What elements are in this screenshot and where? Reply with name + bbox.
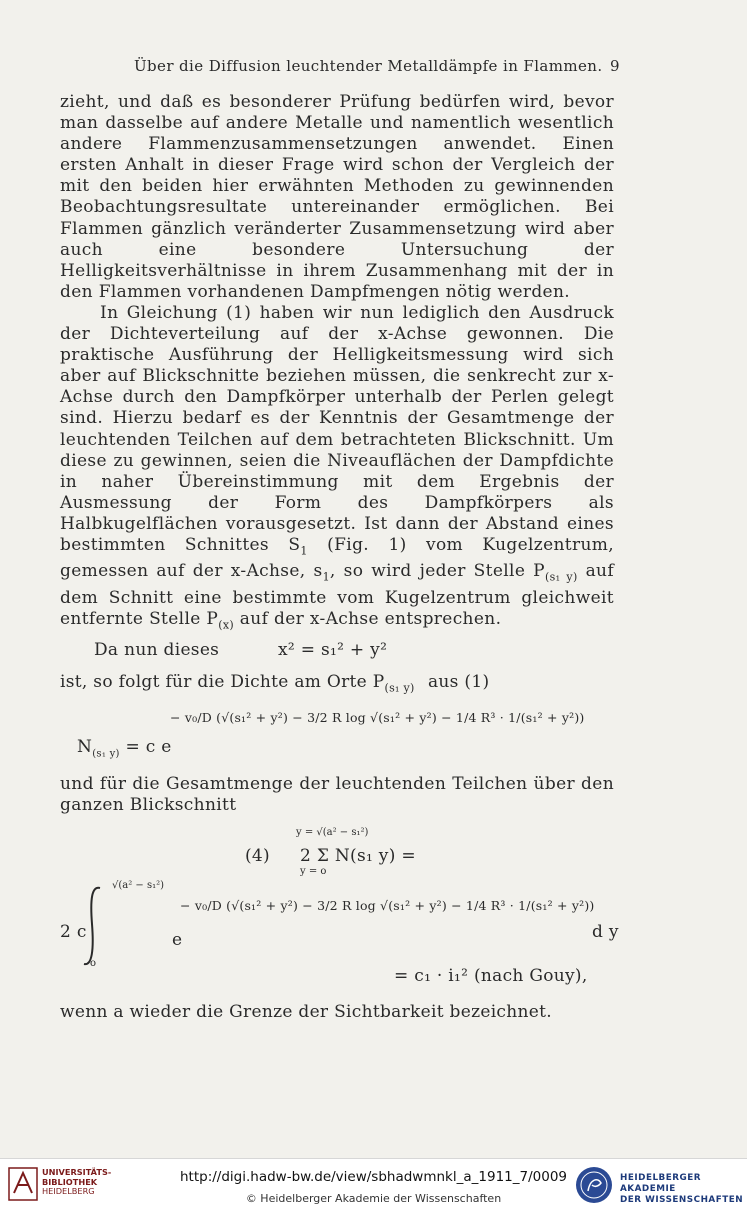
subscript: (x) xyxy=(218,618,235,632)
line-da-nun: Da nun dieses xyxy=(94,640,220,660)
equation-1-lhs xyxy=(77,737,172,759)
paragraph-1: zieht, und daß es besonderer Prüfung bedürfen wird, bevor man dasselbe auf andere Metalle und namentlich wesentlich andere Flammenzusammensetzungen anwendet. Einen ersten Anhalt in dieser Frage wird schon der Vergleich der mit den beiden hier erwähnten Methoden zu gewinnenden Beobachtungsresultate untereinander ermöglichen. Bei Flammen gänzlich veränderter Zusammensetzung wird aber auch eine besondere Untersuchung der Helligkeitsverhältnisse in ihrem Zusammenhang mit der in den Flammen vorhandenen Dampfmengen nötig werden. xyxy=(60,92,614,302)
paragraph-2-part-4: auf dem Schnitt eine bestimmte vom Kugelzentrum gleichweit entfernte Stelle P xyxy=(60,561,614,630)
equation-4-dy: d y xyxy=(592,922,619,942)
paragraph-2-part-1: In Gleichung (1) haben wir nun lediglich den Ausdruck der Dichteverteilung auf der x-Achse gewonnen. Die praktische Ausführung der Helligkeitsmessung wird sich aber auf Blickschnitte beziehen müssen, die senkrecht zur x-Achse durch den Dampfkörper unterhalb der Perlen gelegt sind. Hierzu bedarf es der Kenntnis der Gesamtmenge der leuchtenden Teilchen auf dem betrachteten Blickschnitt. Um diese zu gewinnen, seien die Niveauflächen der Dampfdichte in naher Übereinstimmung mit dem Ergebnis der Ausmessung der Form des Dampfkörpers als Halbkugelflächen vorausgesetzt. Ist dann der Abstand eines bestimmten Schnittes S xyxy=(60,302,614,555)
eq1-n: N xyxy=(77,737,93,757)
integral-lead: 2 c xyxy=(60,922,87,942)
main-text xyxy=(60,92,614,636)
subscript: (s₁ y) xyxy=(544,570,578,584)
hadw-logo-line-1: HEIDELBERGER AKADEMIE xyxy=(620,1173,702,1194)
paragraph-2-part-3: , so wird jeder Stelle P xyxy=(329,561,545,582)
hadw-logo-line-2: DER WISSENSCHAFTEN xyxy=(620,1195,744,1205)
equation-4-exponent: − v₀/D (√(s₁² + y²) − 3/2 R log √(s₁² + y²) − 1/4 R³ · 1/(s₁² + y²)) xyxy=(180,898,595,913)
subscript: 1 xyxy=(322,570,330,584)
paragraph-2 xyxy=(60,303,614,636)
paragraph-3: und für die Gesamtmenge der leuchtenden Teilchen über den ganzen Blickschnitt xyxy=(60,774,614,815)
paragraph-2-part-2: (Fig. 1) vom Kugelzentrum, gemessen auf der x-Achse, s xyxy=(60,534,614,582)
equation-1-exponent: − v₀/D (√(s₁² + y²) − 3/2 R log √(s₁² + y²) − 1/4 R³ · 1/(s₁² + y²)) xyxy=(170,710,585,725)
subscript: (s₁ y) xyxy=(384,681,415,695)
hadw-seal-icon xyxy=(574,1165,614,1205)
ub-logo-line-2: BIBLIOTHEK xyxy=(42,1176,98,1187)
line-ist-text: ist, so folgt für die Dichte am Orte P xyxy=(60,672,385,692)
ub-logo-line-1: UNIVERSITÄTS- xyxy=(42,1167,112,1177)
integral-lower-limit: o xyxy=(90,958,97,969)
equation-x-squared: x² = s₁² + y² xyxy=(278,640,388,660)
subscript: 1 xyxy=(300,544,308,558)
equation-4-base: e xyxy=(172,930,183,950)
sum-lower-limit: y = o xyxy=(300,866,327,877)
paragraph-2-part-5: auf der x-Achse entsprechen. xyxy=(234,609,502,630)
equation-4-result: = c₁ · i₁² (nach Gouy), xyxy=(394,966,588,986)
page-number: 9 xyxy=(610,57,620,75)
ub-logo-line-3: HEIDELBERG xyxy=(42,1186,95,1196)
equation-4-label: (4) xyxy=(245,846,270,866)
closing-line: wenn a wieder die Grenze der Sichtbarkeit bezeichnet. xyxy=(60,1002,552,1022)
sum-upper-limit: y = √(a² − s₁²) xyxy=(296,827,369,838)
hadw-logo-text xyxy=(620,1173,744,1206)
eq1-equals-ce: = c e xyxy=(125,737,172,757)
line-ist-so-folgt xyxy=(60,672,415,694)
integral-upper-limit: √(a² − s₁²) xyxy=(112,880,165,891)
running-title: Über die Diffusion leuchtender Metalldämpfe in Flammen. xyxy=(134,57,603,75)
equation-4-sum: 2 Σ N(s₁ y) = xyxy=(300,846,416,866)
subscript: (s₁ y) xyxy=(92,748,120,760)
hadw-logo xyxy=(574,1165,744,1205)
copyright-notice: © Heidelberger Akademie der Wissenschaften xyxy=(245,1192,502,1205)
source-url[interactable]: http://digi.hadw-bw.de/view/sbhadwmnkl_a_1911_7/0009 xyxy=(179,1169,567,1185)
footer-bar xyxy=(0,1158,747,1211)
line-ist-end: aus (1) xyxy=(428,672,490,692)
